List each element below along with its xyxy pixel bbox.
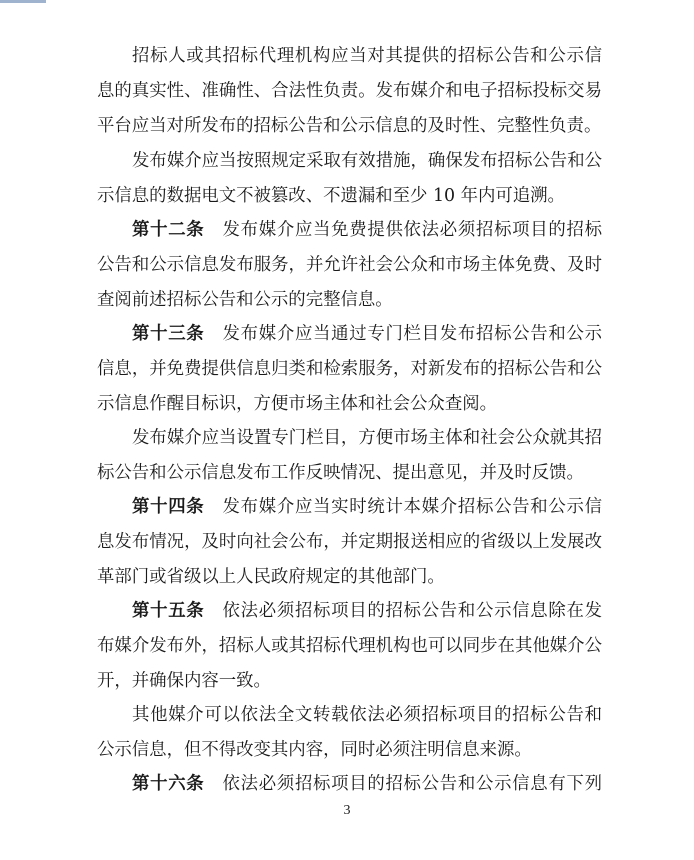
text-line: 招标人或其招标代理机构应当对其提供的招标公告和公示信 <box>132 46 602 66</box>
text-line: 息发布情况，及时向社会公布，并定期报送相应的省级以上发展改 <box>97 532 602 552</box>
text-line: 革部门或省级以上人民政府规定的其他部门。 <box>97 567 445 587</box>
text-line: 其他媒介可以依法全文转载依法必须招标项目的招标公告和 <box>132 705 602 725</box>
text-line: 布媒介发布外，招标人或其招标代理机构也可以同步在其他媒介公 <box>97 636 602 656</box>
text-line: 标公告和公示信息发布工作反映情况、提出意见，并及时反馈。 <box>97 463 584 483</box>
article-line: 第十三条 发布媒介应当通过专门栏目发布招标公告和公示 <box>132 324 602 344</box>
text-line: 开，并确保内容一致。 <box>97 671 271 691</box>
article-line: 第十六条 依法必须招标项目的招标公告和公示信息有下列 <box>132 774 602 794</box>
article-line: 第十四条 发布媒介应当实时统计本媒介招标公告和公示信 <box>132 497 602 517</box>
article-heading: 第十三条 <box>132 324 205 344</box>
article-line: 第十五条 依法必须招标项目的招标公告和公示信息除在发 <box>132 601 602 621</box>
article-heading: 第十六条 <box>132 774 205 794</box>
text-line: 示信息的数据电文不被篡改、不遗漏和至少 10 年内可追溯。 <box>97 186 565 206</box>
corner-mark <box>0 0 46 3</box>
text-line: 息的真实性、准确性、合法性负责。发布媒介和电子招标投标交易 <box>97 81 602 101</box>
text-line: 平台应当对所发布的招标公告和公示信息的及时性、完整性负责。 <box>97 116 602 136</box>
article-heading: 第十二条 <box>132 220 205 240</box>
article-heading: 第十四条 <box>132 497 205 517</box>
text-line: 查阅前述招标公告和公示的完整信息。 <box>97 290 393 310</box>
text-line: 公示信息，但不得改变其内容，同时必须注明信息来源。 <box>97 740 532 760</box>
page-number: 3 <box>343 803 351 818</box>
article-heading: 第十五条 <box>132 601 205 621</box>
text-line: 信息，并免费提供信息归类和检索服务，对新发布的招标公告和公 <box>97 359 602 379</box>
text-line: 发布媒介应当设置专门栏目，方便市场主体和社会公众就其招 <box>132 428 602 448</box>
text-line: 发布媒介应当按照规定采取有效措施，确保发布招标公告和公 <box>132 151 602 171</box>
text-line: 示信息作醒目标识，方便市场主体和社会公众查阅。 <box>97 394 497 414</box>
article-line: 第十二条 发布媒介应当免费提供依法必须招标项目的招标 <box>132 220 602 240</box>
text-line: 公告和公示信息发布服务，并允许社会公众和市场主体免费、及时 <box>97 255 602 275</box>
